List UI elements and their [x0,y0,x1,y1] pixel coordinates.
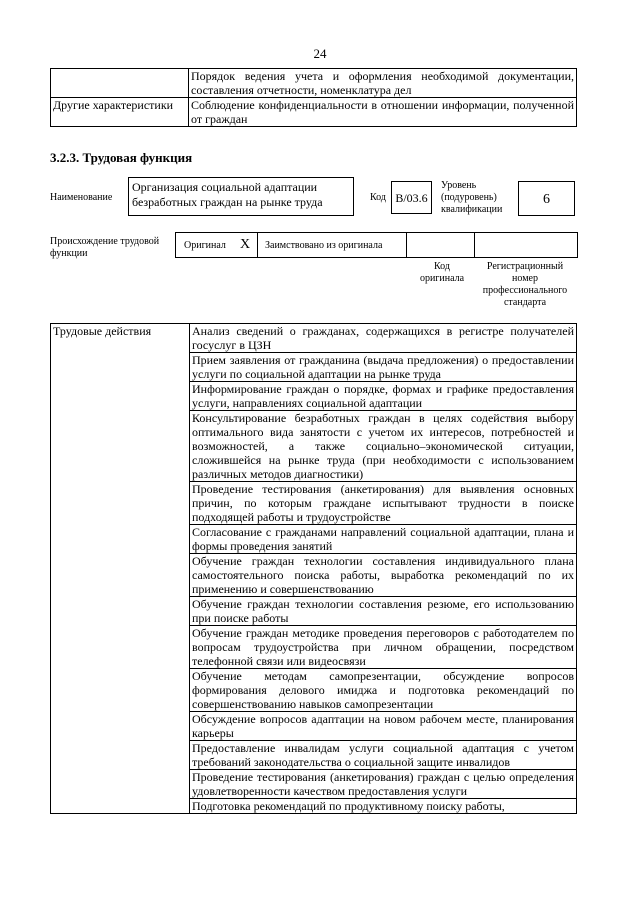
divider [257,232,258,258]
labor-action-item: Консультирование безработных граждан в целях содействия выбору оптимального вида занятости с учетом их интересов, потребностей и возможностей, а также социально–экономической ситуации, сложившейся на рынке труда (при необходимости с использованием различных методов диагностики) [190,411,577,482]
code-label: Код [370,192,386,203]
labor-action-item: Обсуждение вопросов адаптации на новом рабочем месте, планирования карьеры [190,712,577,741]
row-label: Другие характеристики [51,98,189,127]
table-row [51,98,577,127]
function-code: B/03.6 [391,181,432,214]
labor-action-item: Информирование граждан о порядке, формах и графике предоставления услуги, направлениях социальной адаптации [190,382,577,411]
table-row [51,69,577,98]
row-label [51,69,189,98]
characteristics-table [50,68,577,127]
original-label: Оригинал [184,240,226,251]
labor-action-item: Предоставление инвалидам услуги социальной адаптация с учетом требований законодательства о социальной защите инвалидов [190,741,577,770]
labor-action-item: Подготовка рекомендаций по продуктивному поиску работы, [190,799,577,814]
divider [474,232,475,258]
original-mark: X [240,237,251,252]
labor-action-item: Обучение граждан технологии составления резюме, его использованию при поиске работы [190,597,577,626]
row-text: Соблюдение конфиденциальности в отношении информации, полученной от граждан [189,98,577,127]
row-text: Порядок ведения учета и оформления необходимой документации, составления отчетности, номенклатура дел [189,69,577,98]
level-label: Уровень (подуровень) квалификации [441,180,503,215]
table-row [51,324,577,353]
origin-label: Происхождение трудовой функции [50,236,160,259]
page-number: 24 [313,46,327,61]
reg-number-caption: Регистрационный номер профессионального стандарта [482,261,568,308]
labor-action-item: Проведение тестирования (анкетирования) граждан с целью определения удовлетворенности качеством предоставления услуги [190,770,577,799]
labor-action-item: Обучение граждан технологии составления индивидуального плана самостоятельного поиска работы, выработка рекомендаций по их применению и совершенствованию [190,554,577,597]
divider [406,232,407,258]
code-original-caption: Код оригинала [419,261,465,284]
labor-action-item: Обучение методам самопрезентации, обсуждение вопросов формирования делового имиджа и подготовка рекомендаций по совершенствованию навыков самопрезентации [190,669,577,712]
labor-action-item: Согласование с гражданами направлений социальной адаптации, плана и формы проведения занятий [190,525,577,554]
function-name-box [128,177,354,216]
section-heading: 3.2.3. Трудовая функция [50,150,193,165]
labor-actions-table [50,323,577,814]
labor-action-item: Анализ сведений о гражданах, содержащихся в регистре получателей госуслуг в ЦЗН [190,324,577,353]
borrowed-label: Заимствовано из оригинала [265,240,383,251]
labor-action-item: Обучение граждан методике проведения переговоров с работодателем по вопросам трудоустройства при личном обращении, посредством телефонной связи или видеосвязи [190,626,577,669]
name-label: Наименование [50,192,113,203]
function-name: Организация социальной адаптации безработных граждан на рынке труда [132,180,323,209]
qualification-level: 6 [518,181,575,216]
labor-action-item: Проведение тестирования (анкетирования) для выявления основных причин, по которым граждане испытывают трудности в поиске подходящей работы и трудоустройстве [190,482,577,525]
labor-actions-label: Трудовые действия [51,324,190,814]
labor-action-item: Прием заявления от гражданина (выдача предложения) о предоставлении услуги по социальной адаптации на рынке труда [190,353,577,382]
